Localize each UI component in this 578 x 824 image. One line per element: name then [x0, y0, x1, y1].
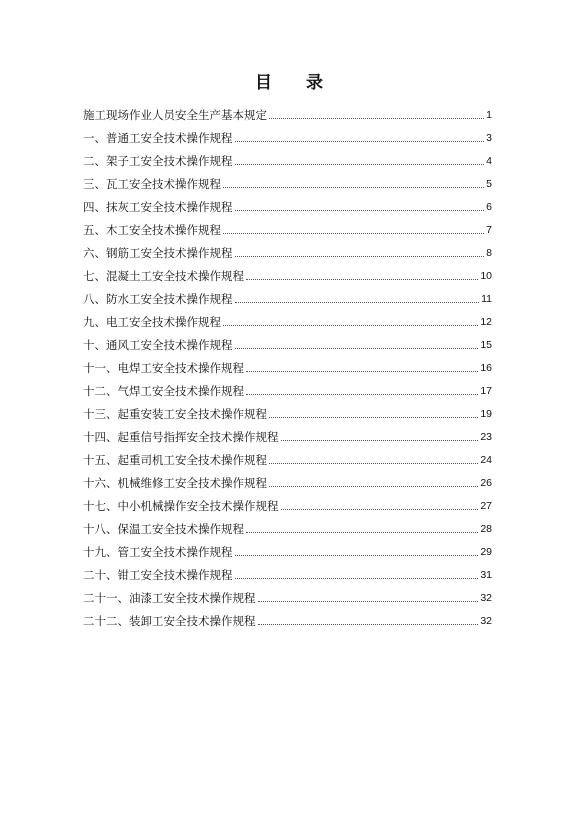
- toc-dot-leader: [269, 417, 478, 418]
- toc-entry-label: 八、防水工安全技术操作规程: [83, 292, 233, 306]
- toc-dot-leader: [246, 371, 478, 372]
- toc-dot-leader: [246, 532, 478, 533]
- toc-entry[interactable]: [83, 375, 492, 398]
- toc-entry-label: 四、抹灰工安全技术操作规程: [83, 200, 233, 214]
- toc-entry-page-number: 28: [480, 523, 492, 535]
- toc-entry-label: 十九、管工安全技术操作规程: [83, 545, 233, 559]
- toc-dot-leader: [258, 601, 479, 602]
- toc-dot-leader: [223, 187, 484, 188]
- toc-entry-page-number: 24: [480, 454, 492, 466]
- toc-entry-page-number: 29: [480, 546, 492, 558]
- toc-entry-label: 十六、机械维修工安全技术操作规程: [83, 476, 267, 490]
- toc-dot-leader: [246, 279, 478, 280]
- toc-entry[interactable]: [83, 122, 492, 145]
- toc-entry-page-number: 17: [480, 385, 492, 397]
- toc-entry[interactable]: [83, 490, 492, 513]
- toc-entry-label: 六、钢筋工安全技术操作规程: [83, 246, 233, 260]
- toc-dot-leader: [235, 256, 485, 257]
- toc-entry-page-number: 12: [480, 316, 492, 328]
- toc-entry-page-number: 32: [480, 592, 492, 604]
- toc-entry-page-number: 8: [486, 247, 492, 259]
- toc-entry[interactable]: [83, 283, 492, 306]
- page-title: [0, 68, 578, 93]
- toc-entry-label: 十八、保温工安全技术操作规程: [83, 522, 244, 536]
- toc-entry-label: 十二、气焊工安全技术操作规程: [83, 384, 244, 398]
- toc-entry-label: 三、瓦工安全技术操作规程: [83, 177, 221, 191]
- toc-entry-page-number: 31: [480, 569, 492, 581]
- toc-dot-leader: [235, 210, 485, 211]
- toc-entry-page-number: 27: [480, 500, 492, 512]
- toc-entry[interactable]: [83, 237, 492, 260]
- toc-dot-leader: [235, 348, 479, 349]
- toc-entry-page-number: 15: [480, 339, 492, 351]
- toc-entry[interactable]: [83, 306, 492, 329]
- toc-entry-label: 十七、中小机械操作安全技术操作规程: [83, 499, 279, 513]
- toc-entry-label: 十四、起重信号指挥安全技术操作规程: [83, 430, 279, 444]
- toc-entry-page-number: 3: [486, 132, 492, 144]
- toc-dot-leader: [235, 164, 485, 165]
- toc-entry-label: 二十一、油漆工安全技术操作规程: [83, 591, 256, 605]
- toc-dot-leader: [223, 325, 478, 326]
- toc-dot-leader: [246, 394, 478, 395]
- toc-entry-page-number: 4: [486, 155, 492, 167]
- toc-entry-label: 二十、钳工安全技术操作规程: [83, 568, 233, 582]
- toc-entry-page-number: 10: [480, 270, 492, 282]
- toc-entry-label: 七、混凝土工安全技术操作规程: [83, 269, 244, 283]
- toc-entry[interactable]: [83, 559, 492, 582]
- toc-dot-leader: [269, 486, 478, 487]
- toc-dot-leader: [269, 118, 484, 119]
- toc-entry-page-number: 5: [486, 178, 492, 190]
- toc-entry-page-number: 7: [486, 224, 492, 236]
- toc-entry[interactable]: [83, 444, 492, 467]
- title-char-2: 录: [306, 73, 323, 93]
- toc-entry-page-number: 32: [480, 615, 492, 627]
- toc-entry-label: 十一、电焊工安全技术操作规程: [83, 361, 244, 375]
- toc-dot-leader: [258, 624, 479, 625]
- toc-entry-label: 施工现场作业人员安全生产基本规定: [83, 108, 267, 122]
- toc-entry-page-number: 16: [480, 362, 492, 374]
- toc-entry[interactable]: [83, 214, 492, 237]
- toc-entry-label: 二十二、装卸工安全技术操作规程: [83, 614, 256, 628]
- toc-entry-label: 十三、起重安装工安全技术操作规程: [83, 407, 267, 421]
- toc-entry[interactable]: [83, 329, 492, 352]
- toc-entry-page-number: 19: [480, 408, 492, 420]
- toc-entry[interactable]: [83, 582, 492, 605]
- toc-entry-page-number: 11: [481, 293, 492, 305]
- toc-dot-leader: [235, 555, 479, 556]
- toc-dot-leader: [235, 141, 485, 142]
- toc-entry[interactable]: [83, 421, 492, 444]
- toc-entry-label: 十、通风工安全技术操作规程: [83, 338, 233, 352]
- toc-entry-label: 二、架子工安全技术操作规程: [83, 154, 233, 168]
- title-char-1: 目: [255, 73, 272, 93]
- toc-entry[interactable]: [83, 260, 492, 283]
- toc-entry[interactable]: [83, 168, 492, 191]
- toc-dot-leader: [281, 509, 479, 510]
- toc-entry-page-number: 23: [480, 431, 492, 443]
- toc-entry-page-number: 6: [486, 201, 492, 213]
- toc-entry-label: 九、电工安全技术操作规程: [83, 315, 221, 329]
- toc-dot-leader: [269, 463, 478, 464]
- toc-entry-label: 十五、起重司机工安全技术操作规程: [83, 453, 267, 467]
- toc-entry-label: 一、普通工安全技术操作规程: [83, 131, 233, 145]
- toc-entry-label: 五、木工安全技术操作规程: [83, 223, 221, 237]
- toc-entry[interactable]: [83, 145, 492, 168]
- toc-dot-leader: [235, 578, 479, 579]
- toc-entry[interactable]: [83, 398, 492, 421]
- toc-dot-leader: [235, 302, 480, 303]
- table-of-contents: [83, 99, 492, 628]
- toc-dot-leader: [281, 440, 479, 441]
- toc-entry[interactable]: [83, 352, 492, 375]
- toc-entry[interactable]: [83, 99, 492, 122]
- toc-entry-page-number: 26: [480, 477, 492, 489]
- toc-entry[interactable]: [83, 467, 492, 490]
- toc-entry[interactable]: [83, 536, 492, 559]
- toc-entry[interactable]: [83, 191, 492, 214]
- toc-entry[interactable]: [83, 605, 492, 628]
- toc-dot-leader: [223, 233, 484, 234]
- toc-entry[interactable]: [83, 513, 492, 536]
- toc-entry-page-number: 1: [486, 109, 492, 121]
